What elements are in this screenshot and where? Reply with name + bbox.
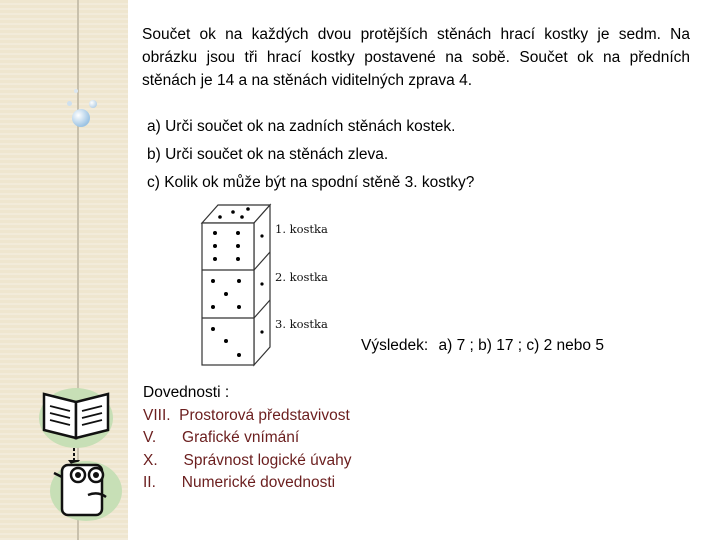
- result-value: a) 7 ; b) 17 ; c) 2 nebo 5: [438, 337, 604, 354]
- result-label: Výsledek:: [361, 337, 429, 354]
- skills-title: Dovednosti :: [143, 384, 230, 401]
- dice-label-1: 1. kostka: [275, 222, 328, 236]
- skill-item: V. Grafické vnímání: [143, 429, 300, 446]
- decorative-bubble: [89, 100, 97, 108]
- skill-item: VIII. Prostorová představivost: [143, 406, 350, 424]
- book-icon: [36, 380, 116, 450]
- dice-stack-illustration: [190, 195, 350, 375]
- decorative-bubble: [74, 89, 78, 93]
- decorative-bubble: [72, 109, 90, 127]
- dice-label-3: 3. kostka: [275, 317, 328, 331]
- skills-section: [143, 382, 352, 495]
- question-c: c) Kolik ok může být na spodní stěně 3. kostky?: [147, 174, 475, 191]
- thinking-face-icon: [44, 455, 124, 523]
- skill-item: X. Správnost logické úvahy: [143, 451, 352, 469]
- skill-item: II. Numerické dovednosti: [143, 474, 336, 491]
- intro-paragraph: Součet ok na každých dvou protějších stěnách hrací kostky je sedm. Na obrázku jsou tři hrací kostky postavené na sobě. Součet ok na předních stěnách je 14 a na stěnách viditelných zprava 4.: [142, 26, 690, 89]
- result-line: [361, 337, 604, 355]
- question-b: b) Urči součet ok na stěnách zleva.: [147, 146, 389, 163]
- question-a: a) Urči součet ok na zadních stěnách kostek.: [147, 118, 456, 135]
- dice-label-2: 2. kostka: [275, 270, 328, 284]
- decorative-bubble: [67, 101, 72, 106]
